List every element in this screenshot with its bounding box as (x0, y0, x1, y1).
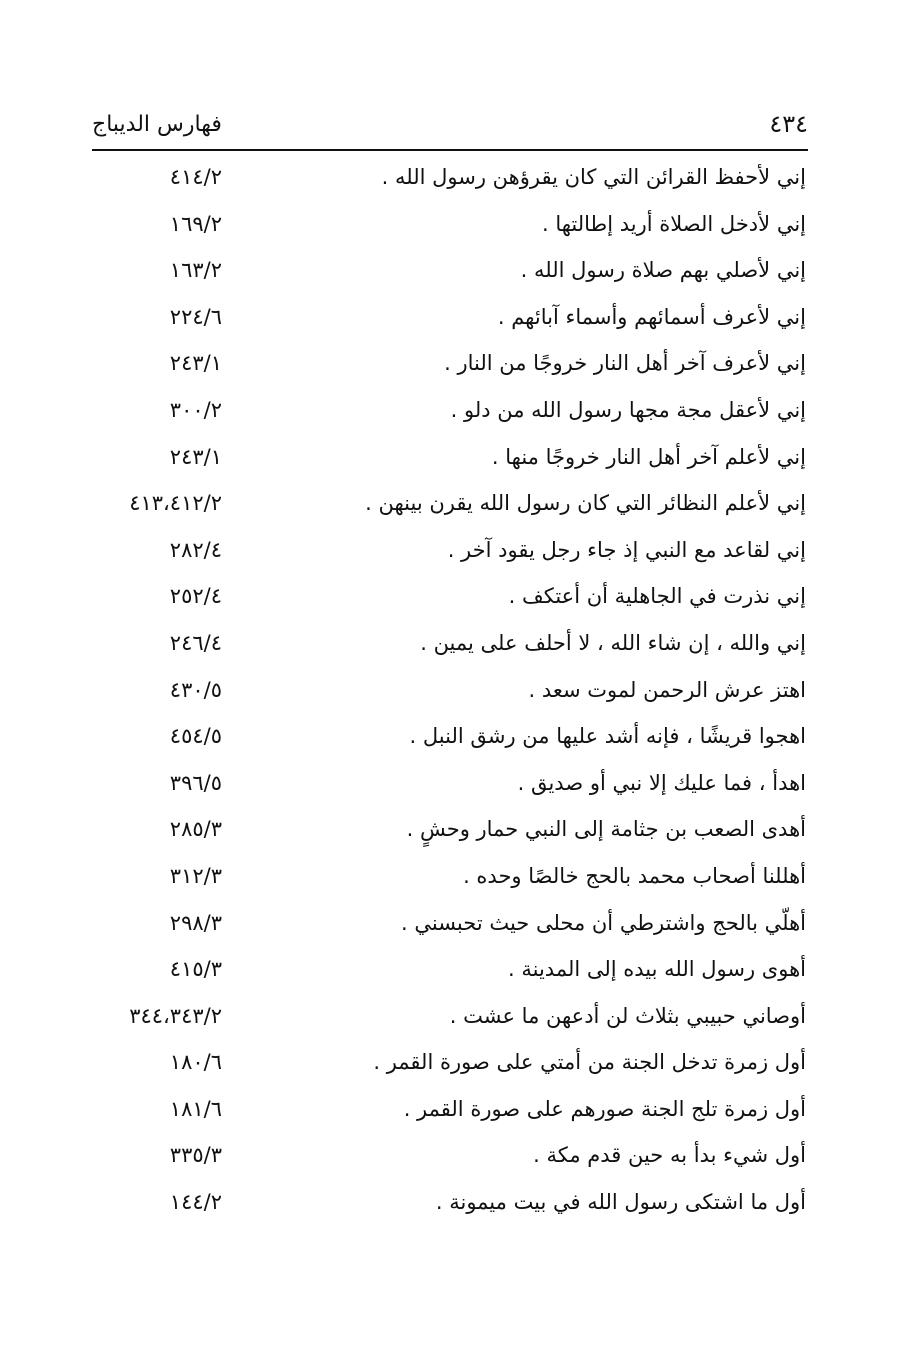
hadith-text: أول زمرة تدخل الجنة من أمتي على صورة القمر . (373, 1050, 806, 1075)
volume-page-ref: ٤١٥/٣ (169, 957, 222, 982)
volume-page-ref: ٢٨٥/٣ (169, 817, 222, 842)
volume-page-ref: ٢٩٨/٣ (169, 910, 222, 935)
index-entry (0, 1135, 898, 1182)
hadith-text: إني لأعلم آخر أهل النار خروجًا منها . (491, 444, 806, 469)
volume-page-ref: ٢٤٦/٤ (169, 630, 222, 655)
volume-page-ref: ٣١٢/٣ (169, 863, 222, 888)
hadith-text: أول ما اشتكى رسول الله في بيت ميمونة . (435, 1190, 806, 1215)
index-entry (0, 856, 898, 903)
volume-page-ref: ٤٥٤/٥ (169, 724, 222, 749)
index-entry (0, 809, 898, 856)
index-entry (0, 390, 898, 437)
index-entry (0, 530, 898, 577)
volume-page-ref: ١٨٠/٦ (169, 1050, 222, 1075)
index-entry (0, 716, 898, 763)
hadith-text: أهدى الصعب بن جثامة إلى النبي حمار وحشٍ . (406, 817, 806, 842)
hadith-text: أول زمرة تلج الجنة صورهم على صورة القمر . (403, 1096, 806, 1121)
index-entry (0, 1089, 898, 1136)
volume-page-ref: ٢٨٢/٤ (169, 537, 222, 562)
index-entry (0, 1182, 898, 1229)
hadith-text: اهتز عرش الرحمن لموت سعد . (528, 677, 806, 702)
index-entry (0, 437, 898, 484)
index-entry (0, 297, 898, 344)
index-entry (0, 1042, 898, 1089)
volume-page-ref: ٤١٤/٢ (169, 165, 222, 189)
hadith-text: أهللنا أصحاب محمد بالحج خالصًا وحده . (463, 863, 806, 888)
volume-page-ref: ٢٥٢/٤ (169, 584, 222, 609)
volume-page-ref: ٢٤٣/١ (169, 351, 222, 376)
index-entry (0, 763, 898, 810)
volume-page-ref: ١٦٣/٢ (169, 258, 222, 283)
volume-page-ref: ١٨١/٦ (169, 1096, 222, 1121)
volume-page-ref: ٢٢٤/٦ (169, 304, 222, 329)
index-entry (0, 623, 898, 670)
hadith-text: إني لأعرف أسمائهم وأسماء آبائهم . (497, 304, 806, 329)
hadith-text: إني لقاعد مع النبي إذ جاء رجل يقود آخر . (447, 537, 806, 562)
volume-page-ref: ٣٣٥/٣ (169, 1143, 222, 1168)
hadith-text: إني لأعرف آخر أهل النار خروجًا من النار . (444, 351, 806, 376)
volume-page-ref: ١٦٩/٢ (169, 211, 222, 236)
hadith-text: إني لأدخل الصلاة أريد إطالتها . (541, 211, 806, 236)
volume-page-ref: ٢٤٣/١ (169, 444, 222, 469)
index-entry (0, 949, 898, 996)
hadith-text: أوصاني حبيبي بثلاث لن أدعهن ما عشت . (449, 1003, 806, 1028)
hadith-text: إني والله ، إن شاء الله ، لا أحلف على يمين . (420, 630, 806, 655)
running-title: فهارس الديباج (92, 112, 222, 137)
volume-page-ref: ٣٤٤،٣٤٣/٢ (129, 1003, 222, 1028)
hadith-text: إني لأصلي بهم صلاة رسول الله . (520, 258, 806, 283)
hadith-text: إني لأعقل مجة مجها رسول الله من دلو . (450, 397, 806, 422)
volume-page-ref: ٤١٣،٤١٢/٢ (129, 491, 222, 516)
index-entry (0, 996, 898, 1043)
header-rule (92, 149, 808, 151)
hadith-text: اهدأ ، فما عليك إلا نبي أو صديق . (517, 770, 806, 795)
page-number: ٤٣٤ (769, 110, 808, 138)
page-header (92, 110, 808, 146)
index-entry (0, 576, 898, 623)
volume-page-ref: ٣٩٦/٥ (169, 770, 222, 795)
volume-page-ref: ١٤٤/٢ (169, 1190, 222, 1215)
index-entry (0, 250, 898, 297)
hadith-text: أهوى رسول الله بيده إلى المدينة . (508, 957, 806, 982)
index-entry (0, 670, 898, 717)
index-entry (0, 903, 898, 950)
index-entry (0, 343, 898, 390)
hadith-text: أول شيء بدأ به حين قدم مكة . (533, 1143, 806, 1168)
volume-page-ref: ٣٠٠/٢ (169, 397, 222, 422)
index-entry (0, 204, 898, 251)
hadith-text: إني نذرت في الجاهلية أن أعتكف . (508, 584, 806, 609)
hadith-text: إني لأحفظ القرائن التي كان يقرؤهن رسول الله . (381, 165, 806, 189)
hadith-text: أهلّي بالحج واشترطي أن محلى حيث تحبسني . (401, 910, 806, 935)
volume-page-ref: ٤٣٠/٥ (169, 677, 222, 702)
hadith-text: إني لأعلم النظائر التي كان رسول الله يقرن بينهن . (365, 491, 806, 516)
index-entry (0, 157, 898, 204)
index-list (0, 157, 898, 1229)
hadith-text: اهجوا قريشًا ، فإنه أشد عليها من رشق النبل . (409, 724, 806, 749)
index-entry (0, 483, 898, 530)
